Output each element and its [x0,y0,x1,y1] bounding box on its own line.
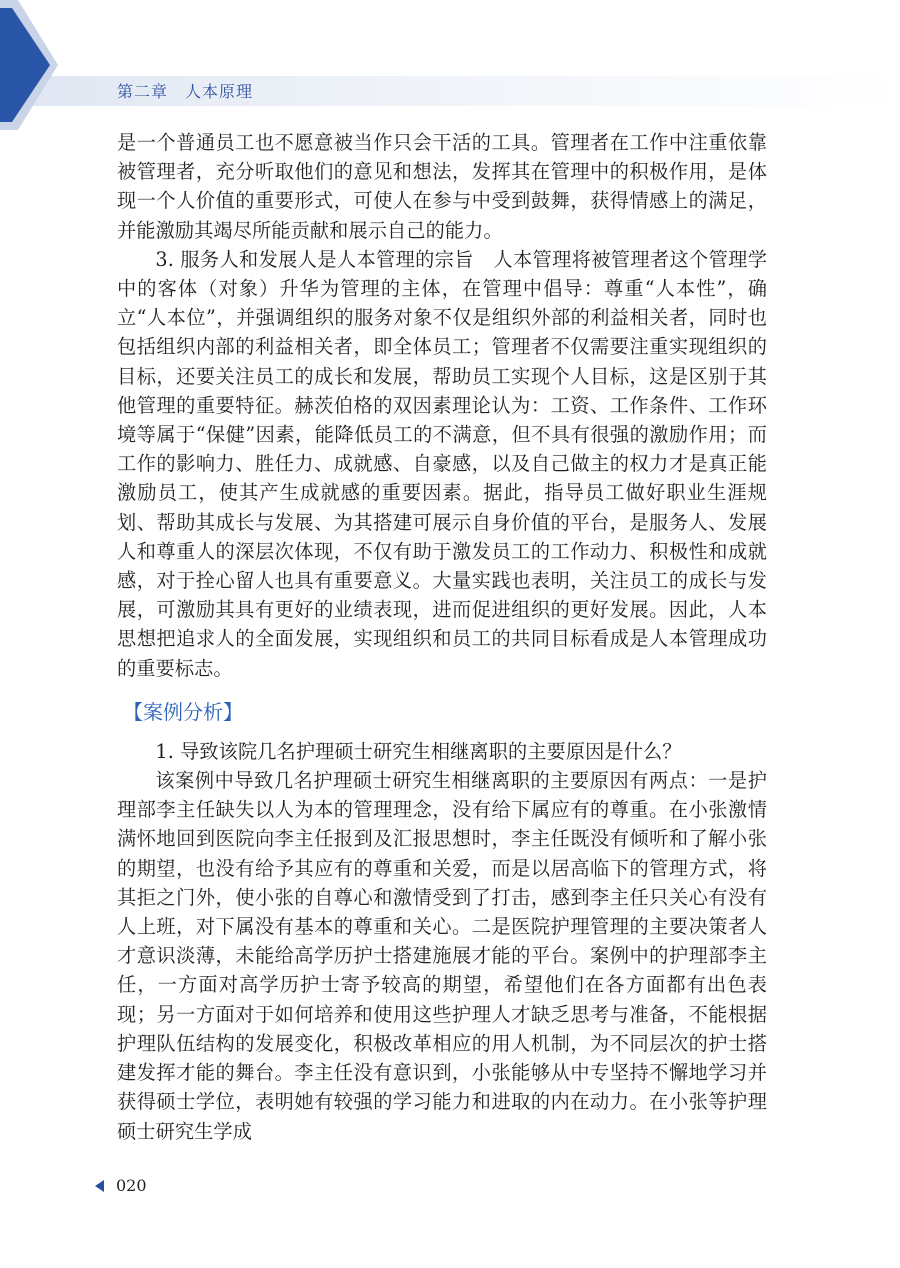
question-1: 1. 导致该院几名护理硕士研究生相继离职的主要原因是什么？ [155,739,682,763]
paragraph-continuation: 是一个普通员工也不愿意被当作只会干活的工具。管理者在工作中注重依靠被管理者，充分听取他们的意见和想法，发挥其在管理中的积极作用，是体现一个人价值的重要形式，可使人在参与中受到鼓舞，获得情感上的满足，并能激励其竭尽所能贡献和展示自己的能力。 [117,131,767,242]
page-body [117,128,767,1146]
page-number: 020 [116,1176,147,1195]
page-triangle-icon [95,1180,104,1192]
paragraph-answer-1: 该案例中导致几名护理硕士研究生相继离职的主要原因有两点：一是护理部李主任缺失以人为本的管理理念，没有给下属应有的尊重。在小张激情满怀地回到医院向李主任报到及汇报思想时，李主任既没有倾听和了解小张的期望，也没有给予其应有的尊重和关爱，而是以居高临下的管理方式，将其拒之门外，使小张的自尊心和激情受到了打击，感到李主任只关心有没有人上班，对下属没有基本的尊重和关心。二是医院护理管理的主要决策者人才意识淡薄，未能给高学历护士搭建施展才能的平台。案例中的护理部李主任，一方面对高学历护士寄予较高的期望，希望他们在各方面都有出色表现；另一方面对于如何培养和使用这些护理人才缺乏思考与准备，不能根据护理队伍结构的发展变化，积极改革相应的用人机制，为不同层次的护士搭建发挥才能的舞台。李主任没有意识到，小张能够从中专坚持不懈地学习并获得硕士学位，表明她有较强的学习能力和进取的内在动力。在小张等护理硕士研究生学成 [117,769,767,1143]
chapter-title: 第二章 人本原理 [117,82,254,101]
page-footer [95,1176,147,1195]
corner-chevron-icon [0,0,60,130]
section-title-case-analysis: 【案例分析】 [123,699,243,724]
paragraph-point-3: 3. 服务人和发展人是人本管理的宗旨 人本管理将被管理者这个管理学中的客体（对象）升华为管理的主体，在管理中倡导：尊重“人本性”，确立“人本位”，并强调组织的服务对象不仅是组织外部的利益相关者，同时也包括组织内部的利益相关者，即全体员工；管理者不仅需要注重实现组织的目标，还要关注员工的成长和发展，帮助员工实现个人目标，这是区别于其他管理的重要特征。赫茨伯格的双因素理论认为：工资、工作条件、工作环境等属于“保健”因素，能降低员工的不满意，但不具有很强的激励作用；而工作的影响力、胜任力、成就感、自豪感，以及自己做主的权力才是真正能激励员工，使其产生成就感的重要因素。据此，指导员工做好职业生涯规划、帮助其成长与发展、为其搭建可展示自身价值的平台，是服务人、发展人和尊重人的深层次体现，不仅有助于激发员工的工作动力、积极性和成就感，对于拴心留人也具有重要意义。大量实践也表明，关注员工的成长与发展，可激励其具有更好的业绩表现，进而促进组织的更好发展。因此，人本思想把追求人的全面发展，实现组织和员工的共同目标看成是人本管理成功的重要标志。 [117,247,767,680]
